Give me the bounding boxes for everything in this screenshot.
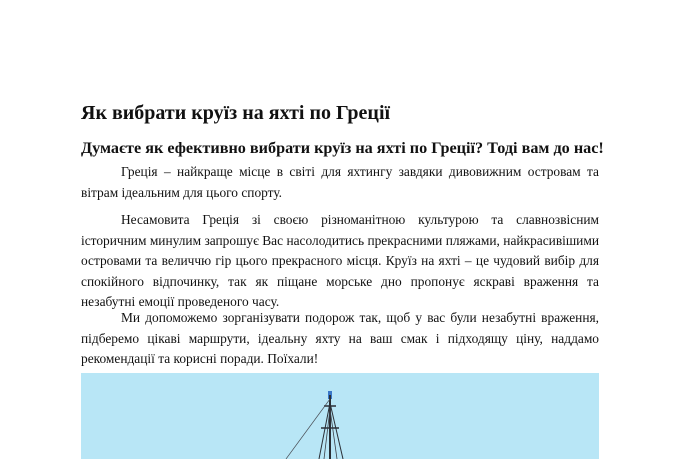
paragraph-intro: Греція – найкраще місце в світі для яхтингу завдяки дивовижним островам та вітрам ідеальним для цього спорту. xyxy=(81,164,599,200)
article-subtitle: Думаєте як ефективно вибрати круїз на яхті по Греції? Тоді вам до нас! xyxy=(81,139,604,157)
yacht-mast-illustration xyxy=(81,373,599,459)
yacht-photo xyxy=(81,373,599,459)
article-title: Як вибрати круїз на яхті по Греції xyxy=(81,102,391,124)
paragraph-help: Ми допоможемо зорганізувати подорож так, щоб у вас були незабутні враження, підберемо цікаві маршрути, ідеальну яхту на ваш смак і підходящу ціну, наддамо рекомендації та корисні поради. Поїхали! xyxy=(81,310,599,366)
paragraph-greece: Несамовита Греція зі своєю різноманітною культурою та славнозвісним історичним минулим запрошує Вас насолодитись прекрасними пляжами, найкрасивішими островами та величчю гір цього прекрасного місця. Круїз на яхті – це чудовий вибір для спокійного відпочинку, так як піщане морське дно пропонує яскраві враження та незабутні емоції проведеного часу. xyxy=(81,212,599,309)
